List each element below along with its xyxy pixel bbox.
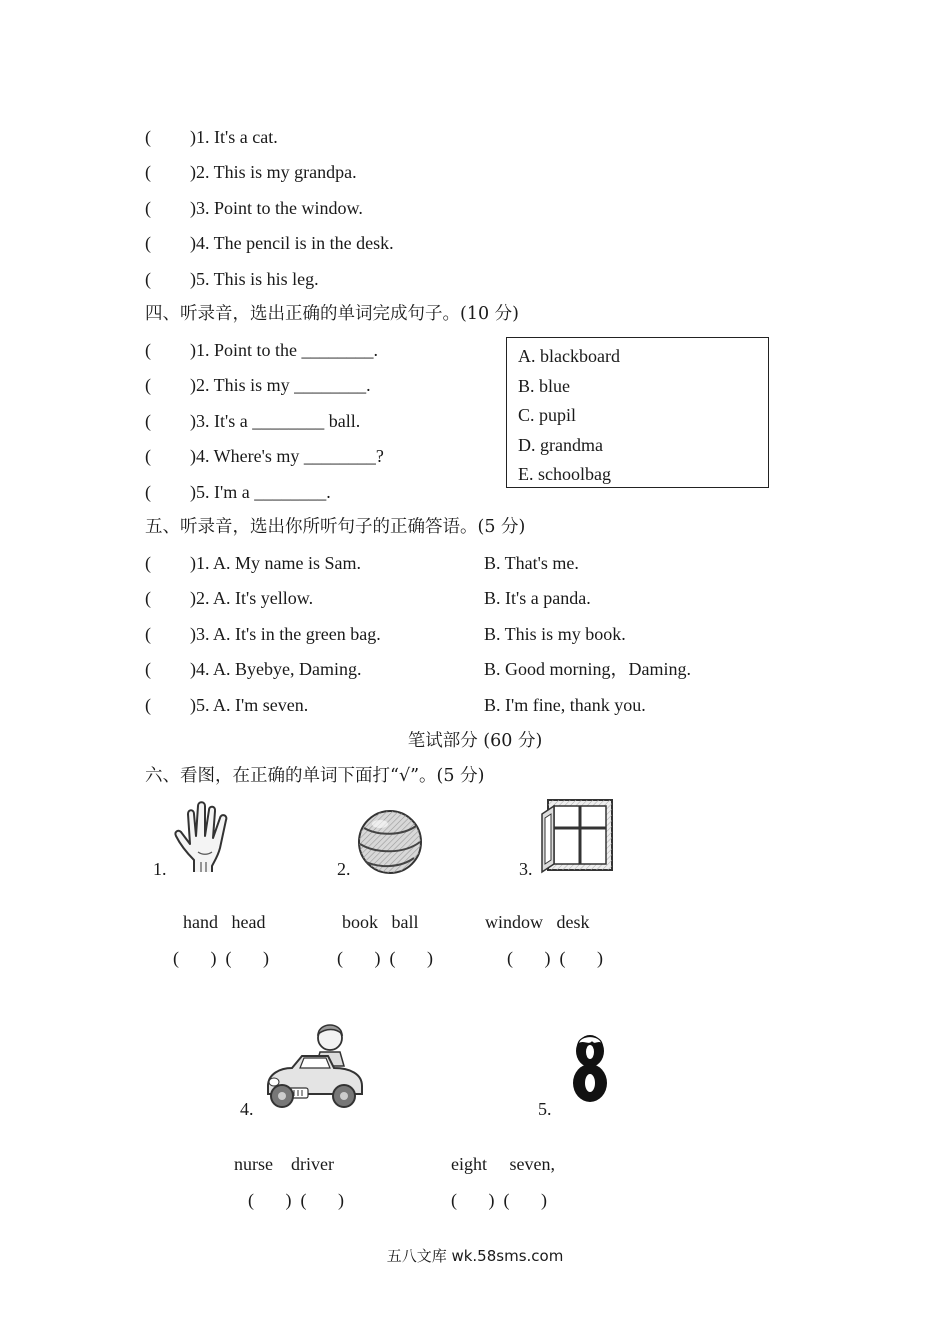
s3-item-3: ( )3. Point to the window. xyxy=(145,198,363,218)
s5-item-2-b: B. It's a panda. xyxy=(484,588,591,608)
pic-2-words: book ball xyxy=(342,912,419,932)
pic-3-answers: ( ) ( ) xyxy=(507,948,603,968)
section4-title: 四、听录音，选出正确的单词完成句子。(10 分) xyxy=(145,304,519,324)
car-driver-icon xyxy=(262,1020,368,1114)
s5-item-5-b: B. I'm fine, thank you. xyxy=(484,695,646,715)
ball-icon xyxy=(356,808,424,876)
pic-2-number: 2. xyxy=(337,859,351,879)
s3-item-1: ( )1. It's a cat. xyxy=(145,127,278,147)
written-part-heading: 笔试部分 (60 分) xyxy=(407,731,543,751)
option-d: D. grandma xyxy=(518,434,603,455)
s4-item-4: ( )4. Where's my ________? xyxy=(145,446,384,466)
pic-4-words: nurse driver xyxy=(234,1154,334,1174)
hand-icon xyxy=(172,800,242,878)
pic-5-answers: ( ) ( ) xyxy=(451,1190,547,1210)
pic-3-words: window desk xyxy=(485,912,590,932)
s5-item-1: ( )1. A. My name is Sam. xyxy=(145,553,361,573)
s4-item-1: ( )1. Point to the ________. xyxy=(145,340,378,360)
word-options-box xyxy=(506,337,769,488)
option-a: A. blackboard xyxy=(518,346,620,366)
pic-1-number: 1. xyxy=(153,859,167,879)
s3-item-5: ( )5. This is his leg. xyxy=(145,269,319,289)
option-c: C. pupil xyxy=(518,405,577,426)
footer-watermark: 五八文库 wk.58sms.com xyxy=(386,1247,564,1265)
s4-item-3: ( )3. It's a ________ ball. xyxy=(145,411,361,431)
pic-5-words: eight seven, xyxy=(451,1154,555,1174)
pic-1-words: hand head xyxy=(183,912,266,932)
section6-title: 六、看图，在正确的单词下面打“√”。(5 分) xyxy=(145,766,485,786)
section5-title: 五、听录音，选出你所听句子的正确答语。(5 分) xyxy=(145,517,526,537)
s5-item-1-b: B. That's me. xyxy=(484,553,579,573)
s5-item-4-b: B. Good morning，Daming. xyxy=(484,659,691,679)
pic-5-number: 5. xyxy=(538,1099,552,1119)
pic-4-answers: ( ) ( ) xyxy=(248,1190,344,1210)
s5-item-4: ( )4. A. Byebye, Daming. xyxy=(145,659,362,679)
pic-4-number: 4. xyxy=(240,1099,254,1119)
s3-item-2: ( )2. This is my grandpa. xyxy=(145,162,357,182)
s3-item-4: ( )4. The pencil is in the desk. xyxy=(145,233,394,253)
s4-item-2: ( )2. This is my ________. xyxy=(145,375,371,395)
s4-item-5: ( )5. I'm a ________. xyxy=(145,482,331,502)
s5-item-2: ( )2. A. It's yellow. xyxy=(145,588,314,608)
s5-item-3: ( )3. A. It's in the green bag. xyxy=(145,624,381,644)
option-e: E. schoolbag xyxy=(518,464,611,485)
s5-item-5: ( )5. A. I'm seven. xyxy=(145,695,309,715)
window-icon xyxy=(538,798,616,874)
pic-3-number: 3. xyxy=(519,859,533,879)
number-eight-icon xyxy=(570,1032,610,1104)
s5-item-3-b: B. This is my book. xyxy=(484,624,626,644)
pic-1-answers: ( ) ( ) xyxy=(173,948,269,968)
option-b: B. blue xyxy=(518,375,570,396)
pic-2-answers: ( ) ( ) xyxy=(337,948,433,968)
